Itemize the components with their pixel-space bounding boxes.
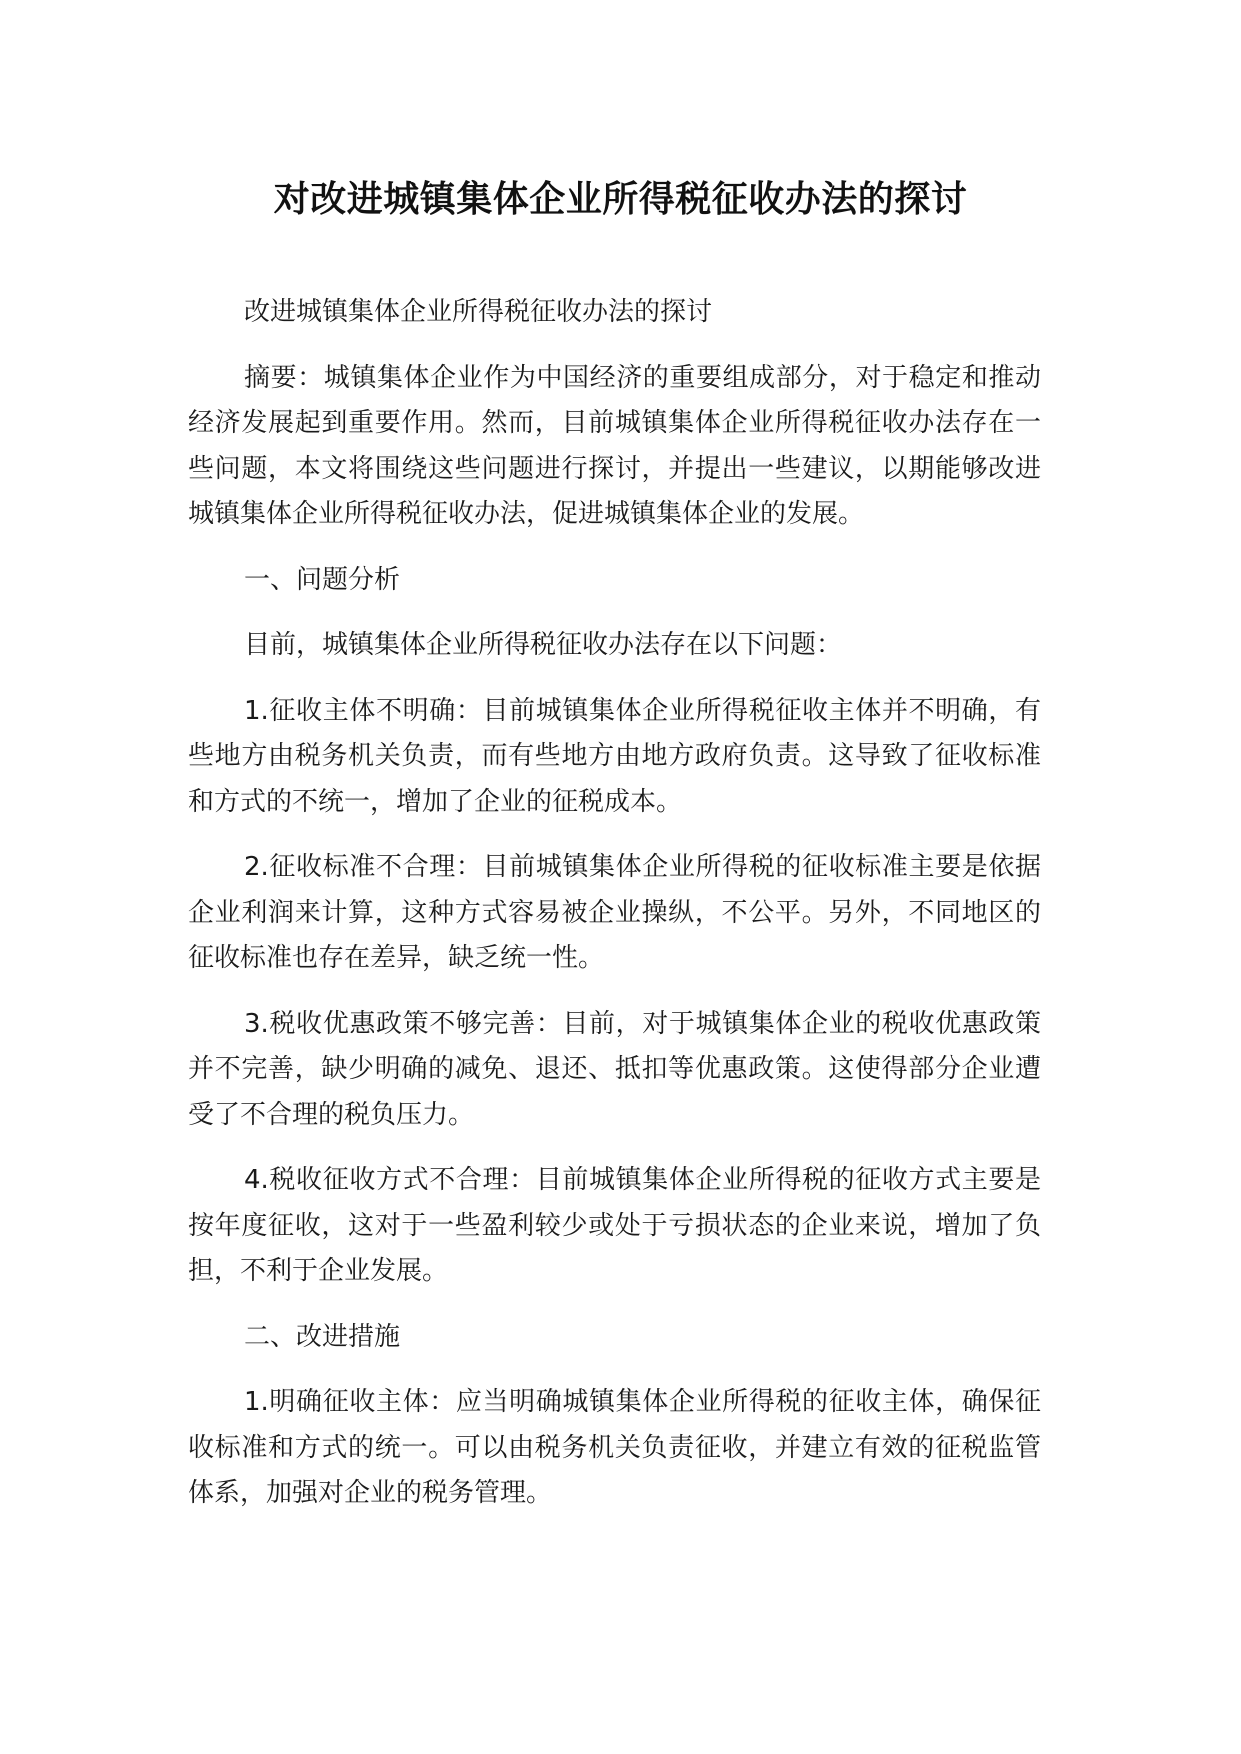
document-body [188,290,1041,1537]
document-title: 对改进城镇集体企业所得税征收办法的探讨 [273,179,968,220]
problem-intro-paragraph: 目前，城镇集体企业所得税征收办法存在以下问题： [244,630,843,660]
problem-item-3: 3.税收优惠政策不够完善：目前，对于城镇集体企业的税收优惠政策并不完善，缺少明确的减免、退还、抵扣等优惠政策。这使得部分企业遭受了不合理的税负压力。 [188,1008,1041,1130]
problem-item-4: 4.税收征收方式不合理：目前城镇集体企业所得税的征收方式主要是按年度征收，这对于一些盈利较少或处于亏损状态的企业来说，增加了负担，不利于企业发展。 [188,1165,1041,1286]
problem-item-2: 2.征收标准不合理：目前城镇集体企业所得税的征收标准主要是依据企业利润来计算，这种方式容易被企业操纵，不公平。另外，不同地区的征收标准也存在差异，缺乏统一性。 [188,852,1041,973]
section-heading-problem-analysis: 一、问题分析 [244,564,401,595]
section-heading-improvement-measures: 二、改进措施 [244,1321,401,1352]
abstract-paragraph: 摘要：城镇集体企业作为中国经济的重要组成部分，对于稳定和推动经济发展起到重要作用。然而，目前城镇集体企业所得税征收办法存在一些问题，本文将围绕这些问题进行探讨，并提出一些建议，以期能够改进城镇集体企业所得税征收办法，促进城镇集体企业的发展。 [188,362,1041,529]
measure-item-1: 1.明确征收主体：应当明确城镇集体企业所得税的征收主体，确保征收标准和方式的统一。可以由税务机关负责征收，并建立有效的征税监管体系，加强对企业的税务管理。 [188,1387,1041,1508]
problem-item-1: 1.征收主体不明确：目前城镇集体企业所得税征收主体并不明确，有些地方由税务机关负责，而有些地方由地方政府负责。这导致了征收标准和方式的不统一，增加了企业的征税成本。 [188,695,1041,817]
subtitle-paragraph: 改进城镇集体企业所得税征收办法的探讨 [244,297,713,327]
